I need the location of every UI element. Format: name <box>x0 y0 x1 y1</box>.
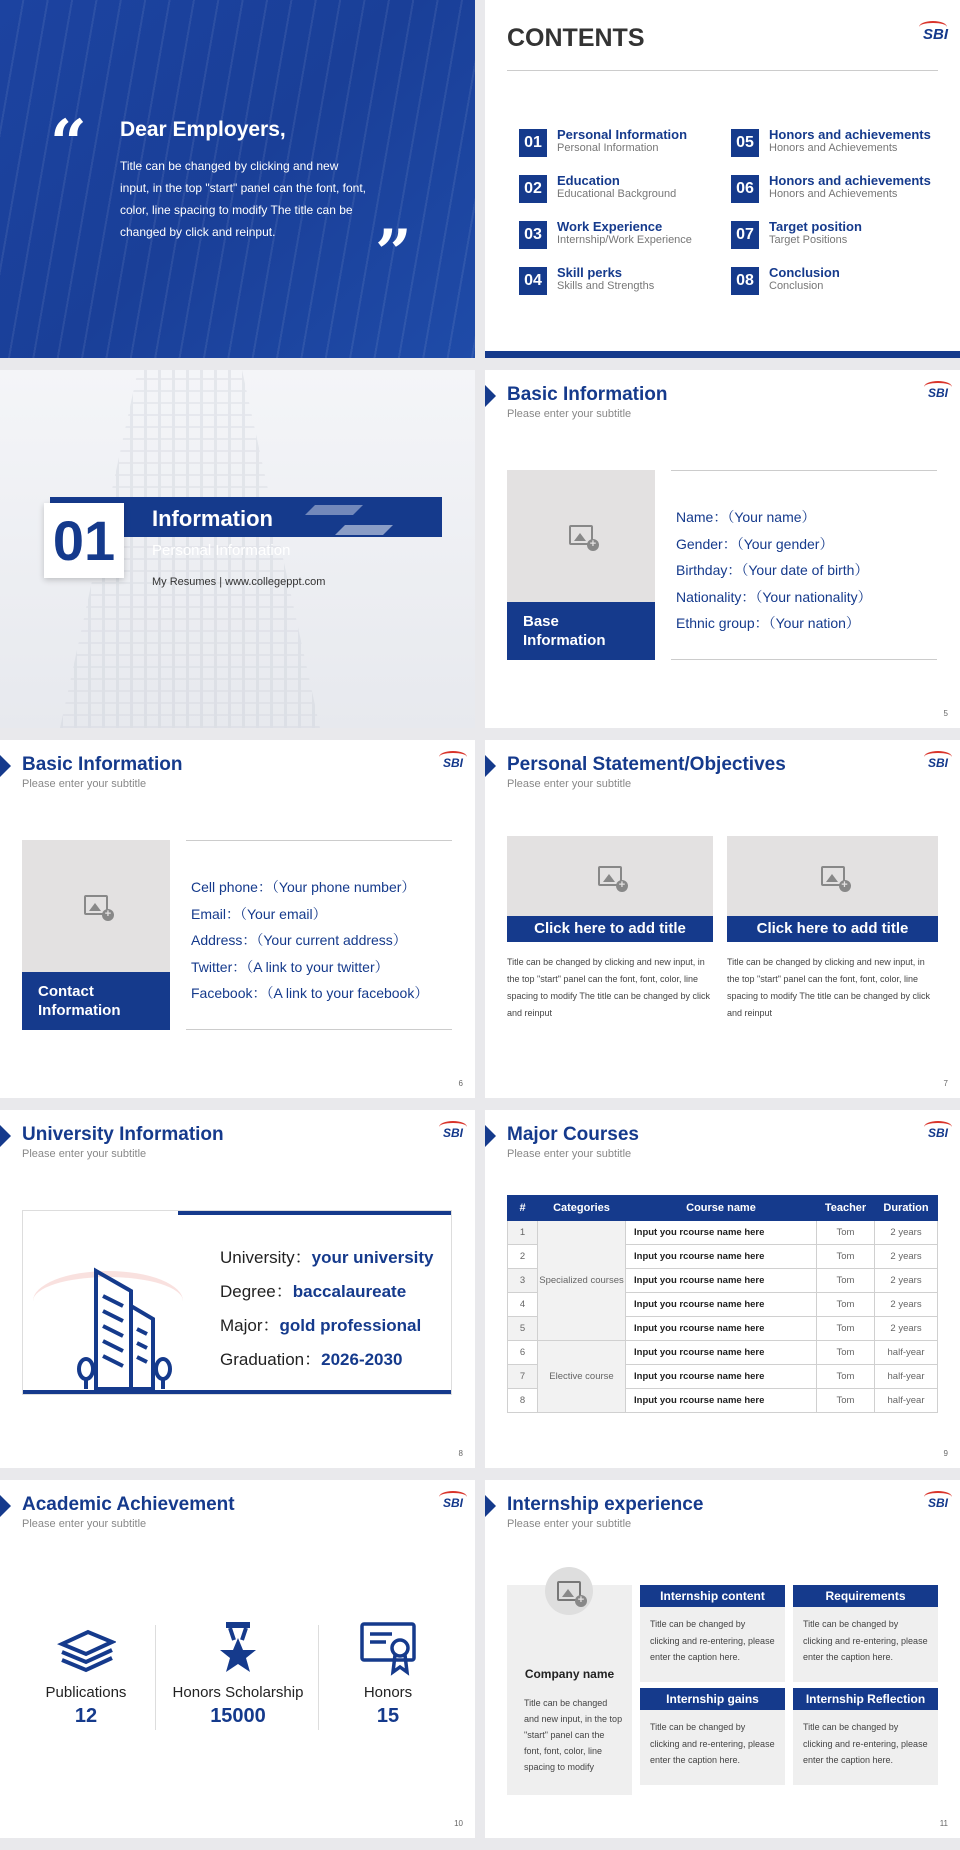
achievement-honors <box>318 1620 458 1728</box>
header-arrow-icon <box>485 755 496 777</box>
item-subtitle: Educational Background <box>557 188 677 200</box>
row-number: 4 <box>508 1293 538 1317</box>
course-name: Input you rcourse name here <box>626 1221 817 1245</box>
contents-item[interactable] <box>731 127 941 167</box>
field-birthday[interactable]: Birthday：（Your date of birth） <box>676 562 869 578</box>
slide-contents[interactable] <box>485 0 960 358</box>
internship-content-box <box>640 1585 785 1682</box>
cover-body: Title can be changed by clicking and new input, in the top "start" panel can the font, font, color, line spacing to modify The title can be changed by click and reinput. <box>120 159 367 239</box>
slide-section-divider[interactable] <box>0 370 475 728</box>
item-number: 02 <box>519 175 547 203</box>
table-header-row <box>508 1196 938 1221</box>
decorative-stripe <box>335 525 393 535</box>
books-icon <box>56 1620 116 1676</box>
table-row[interactable] <box>508 1221 938 1245</box>
internship-reflection-box <box>793 1688 938 1785</box>
photo-caption: Contact Information <box>22 972 170 1030</box>
slide-subtitle: Please enter your subtitle <box>507 778 632 790</box>
row-value: 2026-2030 <box>321 1350 403 1369</box>
item-subtitle: Honors and Achievements <box>769 188 898 200</box>
item-title: Target position <box>769 219 862 234</box>
sbi-logo: SBI <box>442 1126 463 1140</box>
field-email[interactable]: Email：（Your email） <box>191 905 327 922</box>
row-number: 3 <box>508 1269 538 1293</box>
course-name: Input you rcourse name here <box>626 1341 817 1365</box>
teacher: Tom <box>817 1221 875 1245</box>
row-number: 1 <box>508 1221 538 1245</box>
field-twitter[interactable]: Twitter：（A link to your twitter） <box>191 958 389 975</box>
contents-item[interactable] <box>731 173 941 213</box>
page-number: 11 <box>939 1819 948 1828</box>
sbi-logo: SBI <box>927 756 948 770</box>
slide-title: Basic Information <box>22 754 183 775</box>
page-number: 8 <box>458 1449 463 1458</box>
field-cell-phone[interactable]: Cell phone：（Your phone number） <box>191 879 416 895</box>
item-subtitle: Personal Information <box>557 142 659 154</box>
photo-placeholder[interactable] <box>507 470 655 660</box>
slide-subtitle: Please enter your subtitle <box>22 1148 147 1160</box>
slide-basic-info[interactable] <box>485 370 960 728</box>
achievement-publications <box>16 1620 156 1728</box>
teacher: Tom <box>817 1341 875 1365</box>
col-categories-header: Categories <box>538 1196 626 1221</box>
sbi-logo: SBI <box>442 1496 463 1510</box>
teacher: Tom <box>817 1269 875 1293</box>
item-title: Education <box>557 173 620 188</box>
sbi-logo: SBI <box>927 1126 948 1140</box>
sbi-logo: SBI <box>922 26 948 43</box>
contents-item[interactable] <box>731 265 941 305</box>
item-number: 04 <box>519 267 547 295</box>
page-number: 9 <box>943 1449 948 1458</box>
internship-gains-box <box>640 1688 785 1785</box>
course-name: Input you rcourse name here <box>626 1317 817 1341</box>
card-text: Title can be changed by clicking and new input, in the top "start" panel can the font, font, color, line spacing to modify The title can be changed by click and reinput <box>727 957 930 1018</box>
sbi-logo: SBI <box>442 756 463 770</box>
add-image-icon <box>569 525 593 545</box>
item-number: 01 <box>519 129 547 157</box>
decorative-stripe <box>305 505 363 515</box>
item-title: Honors and achievements <box>769 173 931 188</box>
divider <box>507 70 938 71</box>
slide-cover-letter[interactable] <box>0 0 475 358</box>
card-text: Title can be changed by clicking and new input, in the top "start" panel can the font, font, color, line spacing to modify The title can be changed by click and reinput <box>507 957 710 1018</box>
section-subtitle: Personal Information <box>152 542 291 559</box>
divider <box>186 840 452 841</box>
slide-subtitle: Please enter your subtitle <box>507 1148 632 1160</box>
slide-major-courses[interactable] <box>485 1110 960 1468</box>
achievement-value: 15000 <box>210 1705 266 1727</box>
category-cell: Elective course <box>538 1341 626 1413</box>
courses-table <box>507 1195 938 1413</box>
row-number: 7 <box>508 1365 538 1389</box>
box-title[interactable]: Internship content <box>640 1585 785 1607</box>
row-value: gold professional <box>279 1316 422 1335</box>
box-title[interactable]: Internship Reflection <box>793 1688 938 1710</box>
slide-internship[interactable] <box>485 1480 960 1838</box>
contact-fields <box>186 840 452 1030</box>
field-list <box>191 874 428 1007</box>
cover-title: Dear Employers, <box>120 118 286 141</box>
slide-title: Academic Achievement <box>22 1494 235 1515</box>
item-number: 06 <box>731 175 759 203</box>
duration: 2 years <box>875 1317 938 1341</box>
accent-bar <box>178 1211 451 1215</box>
divider <box>155 1625 156 1730</box>
company-text: Title can be changed and new input, in the top "start" panel can the font, font, color, line spacing to modify <box>524 1698 623 1772</box>
duration: 2 years <box>875 1221 938 1245</box>
achievement-label: Honors Scholarship <box>172 1684 304 1701</box>
photo-caption: Base Information <box>507 602 655 660</box>
row-value: your university <box>311 1248 434 1267</box>
category-cell: Specialized courses <box>538 1221 626 1341</box>
duration: half-year <box>875 1389 938 1413</box>
item-title: Honors and achievements <box>769 127 931 142</box>
contents-item[interactable] <box>519 219 729 259</box>
field-facebook[interactable]: Facebook：（A link to your facebook） <box>191 985 429 1001</box>
header-arrow-icon <box>485 1125 496 1147</box>
field-address[interactable]: Address：（Your current address） <box>191 932 407 948</box>
item-subtitle: Target Positions <box>769 234 848 246</box>
item-title: Skill perks <box>557 265 623 280</box>
photo-placeholder[interactable] <box>507 836 713 916</box>
item-subtitle: Honors and Achievements <box>769 142 898 154</box>
photo-placeholder[interactable] <box>22 840 170 1030</box>
teacher: Tom <box>817 1293 875 1317</box>
add-image-icon <box>557 1581 581 1601</box>
row-value: baccalaureate <box>292 1282 407 1301</box>
col-course-header: Course name <box>626 1196 817 1221</box>
slide-title: Major Courses <box>507 1124 639 1145</box>
col-teacher-header: Teacher <box>817 1196 875 1221</box>
major-row[interactable] <box>220 1311 421 1336</box>
contents-item[interactable] <box>519 127 729 167</box>
row-label: Major： <box>220 1316 280 1335</box>
item-subtitle: Skills and Strengths <box>557 280 655 292</box>
page-number: 10 <box>454 1819 463 1828</box>
slide-contact-info[interactable] <box>0 740 475 1098</box>
row-number: 8 <box>508 1389 538 1413</box>
section-caption: My Resumes | www.collegeppt.com <box>152 576 326 588</box>
degree-row[interactable] <box>220 1277 406 1302</box>
sbi-logo: SBI <box>927 1496 948 1510</box>
certificate-icon <box>358 1620 418 1676</box>
item-title: Work Experience <box>557 219 663 234</box>
item-number: 08 <box>731 267 759 295</box>
contents-title: CONTENTS <box>507 24 645 52</box>
duration: half-year <box>875 1365 938 1389</box>
info-fields <box>671 470 937 660</box>
card-title[interactable]: Click here to add title <box>727 916 938 942</box>
col-duration-header: Duration <box>875 1196 938 1221</box>
slide-title: Personal Statement/Objectives <box>507 754 786 775</box>
field-name[interactable]: Name：（Your name） <box>676 509 816 525</box>
slide-title: University Information <box>22 1124 224 1145</box>
slide-university-info[interactable] <box>0 1110 475 1468</box>
open-quote-icon: “ <box>50 106 87 181</box>
course-name: Input you rcourse name here <box>626 1293 817 1317</box>
header-arrow-icon <box>0 1125 11 1147</box>
teacher: Tom <box>817 1245 875 1269</box>
box-text: Title can be changed by clicking and re-entering, please enter the caption here. <box>803 1619 928 1662</box>
course-name: Input you rcourse name here <box>626 1389 817 1413</box>
duration: half-year <box>875 1341 938 1365</box>
header-arrow-icon <box>0 755 11 777</box>
photo-placeholder[interactable] <box>727 836 938 916</box>
section-title: Information <box>152 506 273 531</box>
row-label: Degree： <box>220 1282 293 1301</box>
course-name: Input you rcourse name here <box>626 1269 817 1293</box>
course-name: Input you rcourse name here <box>626 1365 817 1389</box>
header-arrow-icon <box>485 385 496 407</box>
item-number: 05 <box>731 129 759 157</box>
item-number: 07 <box>731 221 759 249</box>
item-title: Personal Information <box>557 127 688 142</box>
university-row[interactable] <box>220 1243 434 1268</box>
row-label: University： <box>220 1248 312 1267</box>
accent-bar <box>23 1390 451 1394</box>
divider <box>186 1029 452 1030</box>
slide-title: Internship experience <box>507 1494 704 1515</box>
section-number: 01 <box>44 503 124 578</box>
slide-subtitle: Please enter your subtitle <box>22 1518 147 1530</box>
slide-title: Basic Information <box>507 384 668 405</box>
field-gender[interactable]: Gender：（Your gender） <box>676 535 834 552</box>
achievement-value: 12 <box>74 1705 98 1727</box>
achievement-scholarship <box>168 1620 308 1728</box>
company-card[interactable] <box>507 1585 632 1795</box>
row-number: 6 <box>508 1341 538 1365</box>
header-arrow-icon <box>0 1495 11 1517</box>
row-number: 2 <box>508 1245 538 1269</box>
slide-personal-statement[interactable] <box>485 740 960 1098</box>
box-title[interactable]: Internship gains <box>640 1688 785 1710</box>
slide-subtitle: Please enter your subtitle <box>507 1518 632 1530</box>
add-image-icon <box>821 866 845 886</box>
graduation-row[interactable] <box>220 1345 402 1370</box>
box-text: Title can be changed by clicking and re-entering, please enter the caption here. <box>650 1619 775 1662</box>
page-number: 7 <box>943 1079 948 1088</box>
card-title[interactable]: Click here to add title <box>507 916 713 942</box>
achievement-label: Honors <box>363 1684 413 1701</box>
item-number: 03 <box>519 221 547 249</box>
bottom-bar <box>485 351 960 358</box>
duration: 2 years <box>875 1269 938 1293</box>
page-number: 6 <box>458 1079 463 1088</box>
achievement-value: 15 <box>376 1705 400 1727</box>
contents-item[interactable] <box>519 173 729 213</box>
field-nationality[interactable]: Nationality：（Your nationality） <box>676 588 872 605</box>
box-text: Title can be changed by clicking and re-entering, please enter the caption here. <box>803 1722 928 1765</box>
slide-subtitle: Please enter your subtitle <box>22 778 147 790</box>
teacher: Tom <box>817 1389 875 1413</box>
row-label: Graduation： <box>220 1350 322 1369</box>
close-quote-icon: ” <box>375 216 412 291</box>
slide-academic-achievement[interactable] <box>0 1480 475 1838</box>
contents-item[interactable] <box>519 265 729 305</box>
achievement-label: Publications <box>45 1684 127 1701</box>
teacher: Tom <box>817 1365 875 1389</box>
col-number-header: # <box>508 1196 538 1221</box>
page-number: 5 <box>943 709 948 718</box>
box-text: Title can be changed by clicking and re-entering, please enter the caption here. <box>650 1722 775 1765</box>
box-title[interactable]: Requirements <box>793 1585 938 1607</box>
divider <box>671 659 937 660</box>
company-photo[interactable] <box>545 1567 593 1615</box>
sbi-logo: SBI <box>927 386 948 400</box>
item-title: Conclusion <box>769 265 840 280</box>
teacher: Tom <box>817 1317 875 1341</box>
item-subtitle: Internship/Work Experience <box>557 234 692 246</box>
medal-icon <box>208 1620 268 1676</box>
divider <box>671 470 937 471</box>
header-arrow-icon <box>485 1495 496 1517</box>
duration: 2 years <box>875 1293 938 1317</box>
duration: 2 years <box>875 1245 938 1269</box>
building-icon <box>51 1261 181 1391</box>
requirements-box <box>793 1585 938 1682</box>
company-name: Company name <box>524 1667 615 1681</box>
item-subtitle: Conclusion <box>769 280 824 292</box>
field-ethnic-group[interactable]: Ethnic group：（Your nation） <box>676 615 860 631</box>
add-image-icon <box>598 866 622 886</box>
row-number: 5 <box>508 1317 538 1341</box>
field-list <box>676 504 872 637</box>
add-image-icon <box>84 895 108 915</box>
table-row[interactable] <box>508 1341 938 1365</box>
course-name: Input you rcourse name here <box>626 1245 817 1269</box>
contents-item[interactable] <box>731 219 941 259</box>
university-card <box>22 1210 452 1395</box>
slide-subtitle: Please enter your subtitle <box>507 408 632 420</box>
